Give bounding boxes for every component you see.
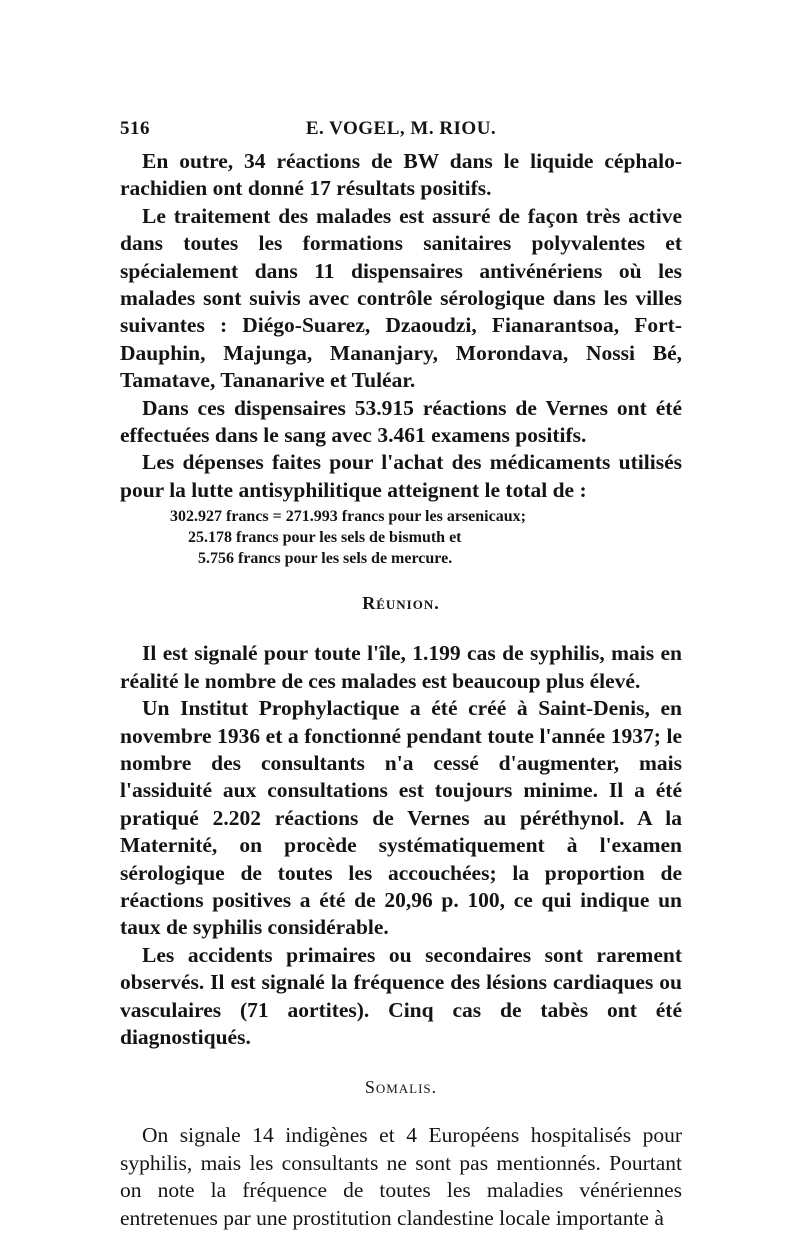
somalis-paragraph-1: On signale 14 indigènes et 4 Européens hospitalisés pour syphilis, mais les consultants ne sont pas mentionnés. Pourtant on note la fréquence de toutes les maladies vénériennes entretenues par une prostitution clandestine locale importante à (120, 1123, 682, 1230)
reunion-paragraph-3: Les accidents primaires ou secondaires sont rarement observés. Il est signalé la fréquence des lésions cardiaques ou vasculaires (71 aortites). Cinq cas de tabès ont été diagnostiqués. (120, 942, 682, 1049)
madagascar-paragraph-2: Le traitement des malades est assuré de façon très active dans toutes les formations sanitaires polyvalentes et spécialement dans 11 dispensaires antivénériens où les malades sont suivis avec contrôle sérologique dans les villes suivantes : Diégo-Suarez, Dzaoudzi, Fianarantsoa, Fort-Dauphin, Majunga, Mananjary, Morondava, Nossi Bé, Tamatave, Tananarive et Tuléar. (120, 203, 682, 393)
page-number: 516 (120, 118, 150, 139)
running-title: E. VOGEL, M. RIOU. (305, 118, 497, 139)
madagascar-paragraph-3: Dans ces dispensaires 53.915 réactions de Vernes ont été effectuées dans le sang avec 3.461 examens positifs. (120, 395, 682, 448)
cost-line-bismuth: 25.178 francs pour les sels de bismuth et (188, 529, 462, 547)
madagascar-paragraph-4: Les dépenses faites pour l'achat des médicaments utilisés pour la lutte antisyphilitique atteignent le total de : (120, 450, 682, 502)
reunion-paragraph-1: Il est signalé pour toute l'île, 1.199 cas de syphilis, mais en réalité le nombre de ces malades est beaucoup plus élevé. (120, 641, 682, 693)
section-heading-reunion: Réunion. (362, 593, 440, 614)
running-head (120, 118, 682, 148)
medication-costs (170, 506, 682, 569)
book-page (120, 118, 682, 1232)
cost-line-mercury: 5.756 francs pour les sels de mercure. (198, 550, 453, 568)
cost-line-total: 302.927 francs = 271.993 francs pour les arsenicaux; (170, 508, 526, 526)
reunion-paragraph-2: Un Institut Prophylactique a été créé à Saint-Denis, en novembre 1936 et a fonctionné pendant toute l'année 1937; le nombre des consultants n'a cessé d'augmenter, mais l'assiduité aux consultations est toujours minime. Il a été pratiqué 2.202 réactions de Vernes au péréthynol. A la Maternité, on procède systématiquement à l'examen sérologique de toutes les accouchées; la proportion de réactions positives a été de 20,96 p. 100, ce qui indique un taux de syphilis considérable. (120, 696, 682, 940)
madagascar-paragraph-1: En outre, 34 réactions de BW dans le liquide céphalo-rachidien ont donné 17 résultats positifs. (120, 149, 682, 201)
section-heading-somalis: Somalis. (364, 1077, 438, 1098)
